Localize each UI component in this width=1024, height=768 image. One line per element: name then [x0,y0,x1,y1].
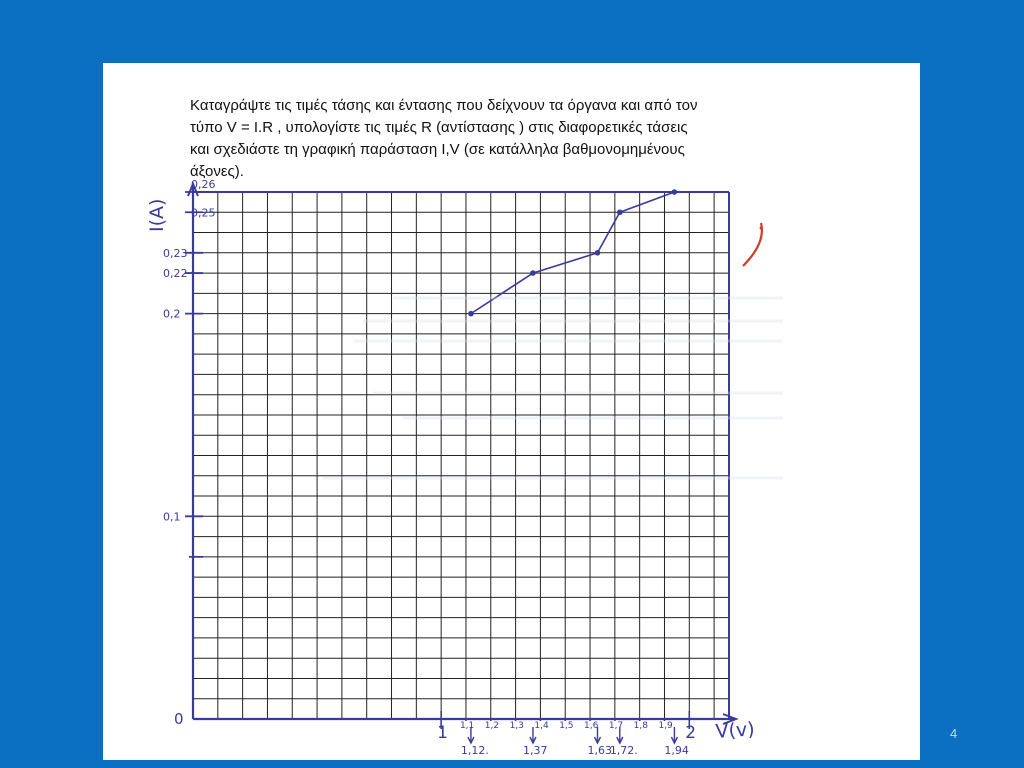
x-tick-label: 1 [437,723,448,743]
y-tick-label: 0,23 [163,246,188,260]
y-tick-label: 0,2 [163,307,181,321]
x-tick-label: 1,9 [658,721,673,731]
y-tick-label: 0,22 [163,267,188,281]
x-tick-label: 1,6 [584,721,599,731]
instruction-line: άξονες). [190,163,244,180]
data-point [530,270,536,276]
instruction-line: και σχεδιάστε τη γραφική παράσταση I,V (σε κατάλληλα βαθμονομημένους [190,141,685,158]
slide-number: 4 [950,726,958,741]
origin-label: 0 [174,710,184,728]
x-tick-label: 1,7 [608,721,624,731]
data-point [595,250,601,256]
y-tick-label: 0,26 [191,178,216,191]
x-tick-label: 1,1 [459,721,475,731]
x-tick-label: 1,2 [484,721,500,731]
data-point [617,209,623,215]
y-axis-label: I(A) [146,198,168,232]
x-marked-value: 1,72. [609,744,638,757]
data-point [672,189,678,195]
iv-graph [103,63,920,760]
x-tick-label: 1,4 [534,721,549,731]
x-tick-label: 1,5 [559,721,574,731]
red-pen-dot [760,227,763,230]
x-tick-label: 2 [685,723,697,743]
instruction-line: τύπο V = I.R , υπολογίστε τις τιμές R (αντίστασης ) στις διαφορετικές τάσεις [190,119,688,136]
x-axis-label: V(v) [714,718,756,743]
red-pen-mark [743,223,762,266]
data-point [468,311,474,317]
y-tick-label: 0,25 [191,206,216,220]
x-marked-value: 1,37 [522,744,548,757]
x-tick-label: 1,3 [509,721,524,731]
worksheet-image [103,63,920,760]
x-marked-value: 1,12. [460,744,489,757]
instruction-line: Καταγράψτε τις τιμές τάσης και έντασης που δείχνουν τα όργανα και από τον [190,97,698,114]
x-marked-value: 1,94 [664,744,689,757]
x-marked-value: 1,63 [587,744,612,757]
x-tick-label: 1,8 [633,721,648,731]
y-tick-label: 0,1 [163,510,181,524]
